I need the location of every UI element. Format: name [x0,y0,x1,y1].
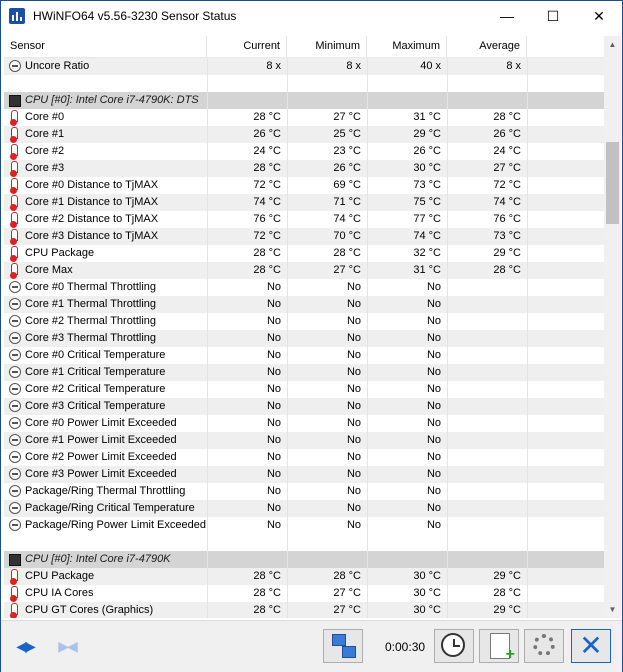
sensor-name: Core #2 Distance to TjMAX [25,213,159,225]
average-value: 72 °C [493,179,521,191]
sensor-name: Core #1 Thermal Throttling [25,298,157,310]
current-value: 28 °C [253,264,281,276]
minimum-value: 26 °C [333,162,361,174]
sensor-name: Core #0 Distance to TjMAX [25,179,159,191]
maximum-value: No [426,468,441,480]
minimize-icon: — [500,8,514,24]
sensor-row[interactable] [4,143,604,160]
current-value: No [266,281,281,293]
average-value [447,381,527,398]
maximum-value: No [426,315,441,327]
blank-row [4,534,604,551]
add-report-button[interactable] [479,629,519,663]
sensor-name: Core #3 Critical Temperature [25,400,166,412]
sensor-name: Core #0 Thermal Throttling [25,281,157,293]
window-title: HWiNFO64 v5.56-3230 Sensor Status [33,9,237,23]
minimum-value: 27 °C [333,111,361,123]
minimum-value: 70 °C [333,230,361,242]
minimum-value: No [346,315,361,327]
sensor-row[interactable] [4,245,604,262]
settings-button[interactable] [524,629,564,663]
sensor-row[interactable] [4,381,604,398]
sensor-row[interactable] [4,347,604,364]
minimum-value: 27 °C [333,264,361,276]
maximum-value: 32 °C [413,247,441,259]
sensor-row[interactable] [4,585,604,602]
sensor-name: CPU Package [25,570,95,582]
minimum-value: 25 °C [333,128,361,140]
maximum-value: No [426,519,441,531]
sensor-name: Core #2 [25,145,65,157]
sensor-name: Core #1 Critical Temperature [25,366,166,378]
maximum-value: 30 °C [413,570,441,582]
average-value: 28 °C [493,264,521,276]
minimum-value: No [346,417,361,429]
minimum-value: 28 °C [333,247,361,259]
minimum-value: 23 °C [333,145,361,157]
current-value: 28 °C [253,570,281,582]
maximum-value: 29 °C [413,128,441,140]
scroll-up-icon[interactable]: ▲ [608,40,617,49]
average-value: 24 °C [493,145,521,157]
average-value [447,313,527,330]
maximize-icon: ☐ [546,8,560,24]
maximum-value: No [426,451,441,463]
maximum-value: 31 °C [413,111,441,123]
sensor-name: Core #1 Distance to TjMAX [25,196,159,208]
minimum-value: No [346,485,361,497]
maximum-value: No [426,349,441,361]
hwinfo-app-icon [9,8,25,24]
maximum-value: 75 °C [413,196,441,208]
sensor-row[interactable] [4,483,604,500]
sensor-group-header[interactable] [4,92,604,109]
maximum-value: No [426,417,441,429]
minimum-value: No [346,349,361,361]
sensor-name: Core #3 Power Limit Exceeded [25,468,177,480]
current-value: 28 °C [253,111,281,123]
average-value [447,500,527,517]
sensor-name: Uncore Ratio [25,60,90,72]
sensor-row[interactable] [4,500,604,517]
elapsed-timer: 0:00:30 [385,640,426,654]
average-value: 28 °C [493,111,521,123]
sensor-row[interactable] [4,398,604,415]
sensor-row[interactable] [4,602,604,618]
maximum-value: No [426,281,441,293]
sensor-row[interactable] [4,262,604,279]
minimum-value: No [346,383,361,395]
minimum-value: 27 °C [333,587,361,599]
average-value [447,517,527,534]
group-name: CPU [#0]: Intel Core i7-4790K [25,553,171,565]
average-value: 76 °C [493,213,521,225]
current-value: No [266,417,281,429]
average-value: 73 °C [493,230,521,242]
minimum-value: No [346,502,361,514]
average-value: 74 °C [493,196,521,208]
average-value [447,415,527,432]
column-minimum[interactable]: Minimum [287,36,367,57]
sensor-row[interactable] [4,177,604,194]
current-value: No [266,315,281,327]
current-value: No [266,468,281,480]
average-value [447,330,527,347]
sensor-name: Core #0 [25,111,65,123]
minimum-value: No [346,519,361,531]
current-value: No [266,434,281,446]
sensor-name: Package/Ring Thermal Throttling [25,485,186,497]
average-value: 28 °C [493,587,521,599]
average-value: 29 °C [493,604,521,616]
column-maximum[interactable]: Maximum [367,36,447,57]
nav-arrows-disabled-icon[interactable]: ▶◀ [58,638,76,654]
current-value: No [266,400,281,412]
minimum-value: No [346,451,361,463]
sensor-row[interactable] [4,449,604,466]
minimum-value: 74 °C [333,213,361,225]
close-icon: ✕ [593,8,605,24]
nav-arrows-icon[interactable]: ◀▶ [16,638,34,654]
maximize-button[interactable] [530,1,576,32]
maximum-value: No [426,383,441,395]
sensor-row[interactable] [4,279,604,296]
minimum-value: No [346,281,361,293]
average-value [447,432,527,449]
sensor-row[interactable] [4,126,604,143]
column-average[interactable]: Average [447,36,527,57]
sensor-name: Core #0 Critical Temperature [25,349,166,361]
average-value: 26 °C [493,128,521,140]
maximum-value: No [426,366,441,378]
current-value: 76 °C [253,213,281,225]
maximum-value: 30 °C [413,604,441,616]
sensor-row[interactable] [4,211,604,228]
sensor-name: Package/Ring Power Limit Exceeded [25,519,206,531]
average-value: 27 °C [493,162,521,174]
current-value: No [266,502,281,514]
column-header [4,36,604,58]
current-value: No [266,332,281,344]
maximum-value: No [426,434,441,446]
maximum-value: No [426,298,441,310]
title-bar[interactable] [1,1,622,32]
minimum-value: 8 x [346,60,361,72]
sensor-row[interactable] [4,109,604,126]
sensor-name: Core #2 Thermal Throttling [25,315,157,327]
clock-icon [441,633,465,657]
maximum-value: No [426,332,441,344]
sensor-name: Core #2 Critical Temperature [25,383,166,395]
network-button[interactable] [323,629,363,663]
sensor-row[interactable] [4,313,604,330]
network-icon [332,634,356,658]
sensor-row[interactable] [4,58,604,75]
maximum-value: No [426,400,441,412]
current-value: No [266,485,281,497]
reset-clock-button[interactable] [434,629,474,663]
toolbar-footer [1,620,622,672]
sensor-row[interactable] [4,568,604,585]
blank-row [4,75,604,92]
sensor-name: Core #2 Power Limit Exceeded [25,451,177,463]
sensor-name: CPU GT Cores (Graphics) [25,604,154,616]
current-value: 28 °C [253,247,281,259]
average-value [447,347,527,364]
column-sensor[interactable]: Sensor [4,36,207,57]
current-value: No [266,366,281,378]
close-x-icon: ✕ [579,630,603,661]
gear-icon [533,634,555,656]
minimum-value: No [346,400,361,412]
average-value [447,483,527,500]
sensor-row[interactable] [4,517,604,534]
sensor-row[interactable] [4,228,604,245]
maximum-value: 31 °C [413,264,441,276]
column-current[interactable]: Current [207,36,287,57]
add-report-icon [490,633,510,659]
close-button[interactable] [576,1,622,32]
minimum-value: 69 °C [333,179,361,191]
minimum-value: 27 °C [333,604,361,616]
sensor-name: Package/Ring Critical Temperature [25,502,195,514]
current-value: 28 °C [253,587,281,599]
minimum-value: No [346,468,361,480]
current-value: No [266,519,281,531]
average-value [447,364,527,381]
sensor-name: Core #1 [25,128,65,140]
average-value: 8 x [506,60,521,72]
average-value [447,296,527,313]
sensor-row[interactable] [4,415,604,432]
close-sensors-button[interactable] [571,629,611,663]
minimum-value: No [346,366,361,378]
sensor-name: Core Max [25,264,73,276]
current-value: 24 °C [253,145,281,157]
current-value: No [266,349,281,361]
average-value [447,449,527,466]
sensor-row[interactable] [4,160,604,177]
current-value: 8 x [266,60,281,72]
average-value: 29 °C [493,570,521,582]
minimum-value: No [346,332,361,344]
current-value: 74 °C [253,196,281,208]
sensor-grid[interactable] [4,58,604,618]
average-value [447,279,527,296]
sensor-row[interactable] [4,330,604,347]
minimum-value: 28 °C [333,570,361,582]
current-value: 28 °C [253,162,281,174]
current-value: No [266,298,281,310]
maximum-value: 30 °C [413,587,441,599]
current-value: No [266,383,281,395]
sensor-name: Core #3 [25,162,65,174]
current-value: 72 °C [253,230,281,242]
sensor-row[interactable] [4,194,604,211]
minimum-value: No [346,298,361,310]
current-value: No [266,451,281,463]
maximum-value: 77 °C [413,213,441,225]
current-value: 72 °C [253,179,281,191]
sensor-name: CPU IA Cores [25,587,94,599]
sensor-name: Core #0 Power Limit Exceeded [25,417,177,429]
sensor-row[interactable] [4,466,604,483]
current-value: 26 °C [253,128,281,140]
sensor-row[interactable] [4,364,604,381]
maximum-value: No [426,502,441,514]
average-value [447,398,527,415]
sensor-name: Core #3 Distance to TjMAX [25,230,159,242]
average-value [447,466,527,483]
sensor-row[interactable] [4,296,604,313]
maximum-value: 26 °C [413,145,441,157]
scroll-thumb[interactable] [606,142,619,224]
sensor-row[interactable] [4,432,604,449]
minimum-value: No [346,434,361,446]
minimize-button[interactable] [484,1,530,32]
scroll-down-icon[interactable]: ▼ [608,605,617,614]
sensor-name: CPU Package [25,247,95,259]
maximum-value: 30 °C [413,162,441,174]
average-value: 29 °C [493,247,521,259]
group-name: CPU [#0]: Intel Core i7-4790K: DTS [25,94,199,106]
maximum-value: 74 °C [413,230,441,242]
maximum-value: 40 x [420,60,441,72]
minimum-value: 71 °C [333,196,361,208]
sensor-name: Core #3 Thermal Throttling [25,332,157,344]
sensor-name: Core #1 Power Limit Exceeded [25,434,177,446]
current-value: 28 °C [253,604,281,616]
sensor-group-header[interactable] [4,551,604,568]
maximum-value: 73 °C [413,179,441,191]
vertical-scrollbar[interactable] [604,36,621,618]
maximum-value: No [426,485,441,497]
